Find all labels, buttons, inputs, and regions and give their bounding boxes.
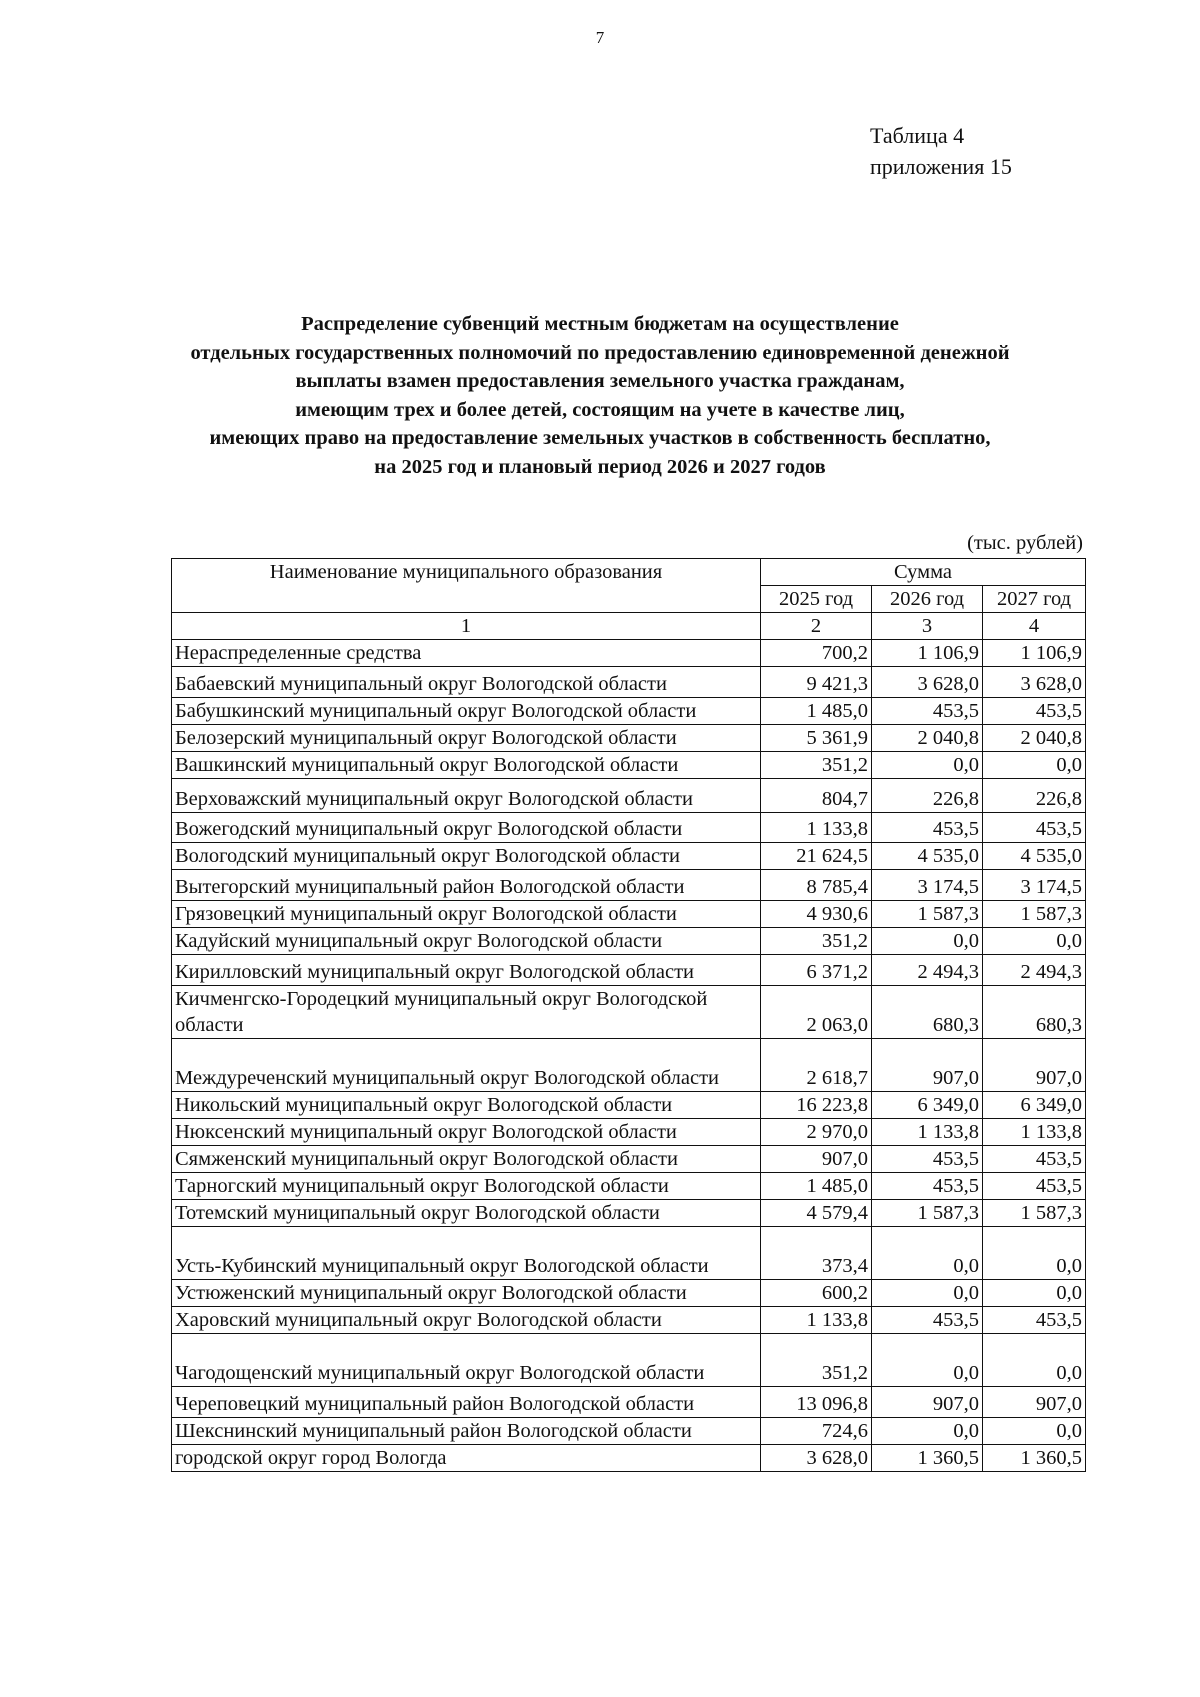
amount-2025-cell: 1 133,8	[761, 813, 872, 843]
amount-2027-cell: 1 360,5	[983, 1445, 1086, 1472]
municipality-name-cell: Верховажский муниципальный округ Вологодской области	[172, 779, 761, 813]
table-row	[172, 1173, 1086, 1200]
table-row	[172, 813, 1086, 843]
table-row	[172, 986, 1086, 1039]
amount-2025-cell: 600,2	[761, 1280, 872, 1307]
amount-2027-cell: 0,0	[983, 1334, 1086, 1387]
amount-2027-cell: 4 535,0	[983, 843, 1086, 870]
document-title	[100, 310, 1100, 482]
municipality-name-cell: Кадуйский муниципальный округ Вологодской области	[172, 928, 761, 955]
municipality-name-cell: Харовский муниципальный округ Вологодской области	[172, 1307, 761, 1334]
municipality-name-cell: Белозерский муниципальный округ Вологодской области	[172, 725, 761, 752]
amount-2025-cell: 700,2	[761, 640, 872, 667]
amount-2025-cell: 1 133,8	[761, 1307, 872, 1334]
subsidy-table	[171, 558, 1086, 1472]
table-row	[172, 698, 1086, 725]
amount-2025-cell: 724,6	[761, 1418, 872, 1445]
amount-2025-cell: 2 970,0	[761, 1119, 872, 1146]
amount-2026-cell: 2 494,3	[872, 955, 983, 986]
amount-2027-cell: 0,0	[983, 1418, 1086, 1445]
amount-2025-cell: 5 361,9	[761, 725, 872, 752]
amount-2025-cell: 2 618,7	[761, 1039, 872, 1092]
amount-2027-cell: 0,0	[983, 752, 1086, 779]
amount-2025-cell: 351,2	[761, 1334, 872, 1387]
amount-2025-cell: 16 223,8	[761, 1092, 872, 1119]
header-year-2026: 2026 год	[872, 586, 983, 613]
title-line: на 2025 год и плановый период 2026 и 2027 годов	[374, 455, 826, 478]
municipality-name-cell: Междуреченский муниципальный округ Вологодской области	[172, 1039, 761, 1092]
municipality-name-cell: Чагодощенский муниципальный округ Вологодской области	[172, 1334, 761, 1387]
table-row	[172, 1092, 1086, 1119]
table-row	[172, 1146, 1086, 1173]
title-line: Распределение субвенций местным бюджетам на осуществление	[301, 313, 899, 335]
amount-2026-cell: 907,0	[872, 1387, 983, 1418]
table-row	[172, 1387, 1086, 1418]
column-number: 2	[761, 613, 872, 640]
table-row	[172, 667, 1086, 698]
amount-2026-cell: 4 535,0	[872, 843, 983, 870]
amount-2025-cell: 373,4	[761, 1227, 872, 1280]
amount-2026-cell: 226,8	[872, 779, 983, 813]
municipality-name-cell: Нераспределенные средства	[172, 640, 761, 667]
amount-2026-cell: 3 174,5	[872, 870, 983, 901]
table-row	[172, 725, 1086, 752]
municipality-name-cell: городской округ город Вологда	[172, 1445, 761, 1472]
amount-2025-cell: 351,2	[761, 752, 872, 779]
amount-2026-cell: 3 628,0	[872, 667, 983, 698]
page-number: 7	[595, 28, 605, 47]
amount-2026-cell: 453,5	[872, 698, 983, 725]
title-line: имеющим трех и более детей, состоящим на учете в качестве лиц,	[295, 398, 905, 421]
table-row	[172, 955, 1086, 986]
municipality-name-cell: Усть-Кубинский муниципальный округ Вологодской области	[172, 1227, 761, 1280]
municipality-name-cell: Кирилловский муниципальный округ Вологодской области	[172, 955, 761, 986]
municipality-name-cell: Тотемский муниципальный округ Вологодской области	[172, 1200, 761, 1227]
appendix-reference-line: приложения 15	[870, 154, 1012, 179]
municipality-name-cell: Шекснинский муниципальный район Вологодской области	[172, 1418, 761, 1445]
table-row	[172, 640, 1086, 667]
table-row	[172, 1039, 1086, 1092]
amount-2025-cell: 9 421,3	[761, 667, 872, 698]
municipality-name-cell: Грязовецкий муниципальный округ Вологодской области	[172, 901, 761, 928]
table-row	[172, 1307, 1086, 1334]
amount-2026-cell: 453,5	[872, 813, 983, 843]
municipality-name-cell: Вытегорский муниципальный район Вологодской области	[172, 870, 761, 901]
amount-2026-cell: 453,5	[872, 1307, 983, 1334]
amount-2025-cell: 907,0	[761, 1146, 872, 1173]
amount-2025-cell: 21 624,5	[761, 843, 872, 870]
amount-2026-cell: 0,0	[872, 1334, 983, 1387]
table-row	[172, 1227, 1086, 1280]
amount-2027-cell: 453,5	[983, 1173, 1086, 1200]
title-line: выплаты взамен предоставления земельного участка гражданам,	[295, 370, 905, 393]
municipality-name-cell: Никольский муниципальный округ Вологодской области	[172, 1092, 761, 1119]
amount-2026-cell: 0,0	[872, 1227, 983, 1280]
title-line: имеющих право на предоставление земельных участков в собственность бесплатно,	[209, 427, 991, 450]
amount-2026-cell: 1 587,3	[872, 901, 983, 928]
amount-2026-cell: 0,0	[872, 752, 983, 779]
amount-2027-cell: 1 133,8	[983, 1119, 1086, 1146]
amount-2027-cell: 907,0	[983, 1387, 1086, 1418]
table-row	[172, 1280, 1086, 1307]
amount-2027-cell: 6 349,0	[983, 1092, 1086, 1119]
amount-2026-cell: 1 587,3	[872, 1200, 983, 1227]
amount-2026-cell: 2 040,8	[872, 725, 983, 752]
table-row	[172, 752, 1086, 779]
amount-2027-cell: 0,0	[983, 928, 1086, 955]
table-row	[172, 1445, 1086, 1472]
amount-2027-cell: 680,3	[983, 986, 1086, 1039]
amount-2026-cell: 0,0	[872, 928, 983, 955]
amount-2025-cell: 4 930,6	[761, 901, 872, 928]
amount-2025-cell: 6 371,2	[761, 955, 872, 986]
amount-2026-cell: 453,5	[872, 1146, 983, 1173]
table-row	[172, 928, 1086, 955]
amount-2027-cell: 1 587,3	[983, 1200, 1086, 1227]
municipality-name-cell: Вашкинский муниципальный округ Вологодской области	[172, 752, 761, 779]
column-number-row	[172, 613, 1086, 640]
amount-2027-cell: 453,5	[983, 698, 1086, 725]
table-row	[172, 1334, 1086, 1387]
amount-2025-cell: 1 485,0	[761, 698, 872, 725]
amount-2026-cell: 907,0	[872, 1039, 983, 1092]
municipality-name-cell: Череповецкий муниципальный район Вологодской области	[172, 1387, 761, 1418]
units-label: (тыс. рублей)	[967, 532, 1083, 554]
amount-2027-cell: 453,5	[983, 813, 1086, 843]
amount-2025-cell: 351,2	[761, 928, 872, 955]
municipality-name-cell: Устюженский муниципальный округ Вологодской области	[172, 1280, 761, 1307]
amount-2026-cell: 1 106,9	[872, 640, 983, 667]
table-reference	[870, 120, 1012, 182]
municipality-name-cell: Сямженский муниципальный округ Вологодской области	[172, 1146, 761, 1173]
table-row	[172, 901, 1086, 928]
amount-2027-cell: 3 628,0	[983, 667, 1086, 698]
amount-2027-cell: 1 106,9	[983, 640, 1086, 667]
amount-2026-cell: 6 349,0	[872, 1092, 983, 1119]
header-year-2025: 2025 год	[761, 586, 872, 613]
amount-2026-cell: 1 360,5	[872, 1445, 983, 1472]
amount-2025-cell: 8 785,4	[761, 870, 872, 901]
table-row	[172, 1119, 1086, 1146]
amount-2027-cell: 3 174,5	[983, 870, 1086, 901]
column-number: 1	[172, 613, 761, 640]
amount-2027-cell: 453,5	[983, 1146, 1086, 1173]
column-number: 3	[872, 613, 983, 640]
table-body	[172, 640, 1086, 1472]
table-row	[172, 870, 1086, 901]
municipality-name-cell: Нюксенский муниципальный округ Вологодской области	[172, 1119, 761, 1146]
table-reference-line: Таблица 4	[870, 123, 965, 148]
table-row	[172, 843, 1086, 870]
amount-2027-cell: 907,0	[983, 1039, 1086, 1092]
table-row	[172, 779, 1086, 813]
amount-2027-cell: 0,0	[983, 1227, 1086, 1280]
header-year-2027: 2027 год	[983, 586, 1086, 613]
header-row	[172, 559, 1086, 586]
header-sum: Сумма	[761, 559, 1086, 586]
header-municipality: Наименование муниципального образования	[172, 559, 761, 613]
title-line: отдельных государственных полномочий по предоставлению единовременной денежной	[190, 341, 1010, 364]
amount-2026-cell: 680,3	[872, 986, 983, 1039]
amount-2027-cell: 226,8	[983, 779, 1086, 813]
amount-2025-cell: 3 628,0	[761, 1445, 872, 1472]
municipality-name-cell: Бабаевский муниципальный округ Вологодской области	[172, 667, 761, 698]
municipality-name-cell: Кичменгско-Городецкий муниципальный округ Вологодской области	[172, 986, 761, 1039]
amount-2026-cell: 0,0	[872, 1418, 983, 1445]
amount-2026-cell: 1 133,8	[872, 1119, 983, 1146]
table-row	[172, 1200, 1086, 1227]
municipality-name-cell: Бабушкинский муниципальный округ Вологодской области	[172, 698, 761, 725]
amount-2027-cell: 2 494,3	[983, 955, 1086, 986]
amount-2025-cell: 4 579,4	[761, 1200, 872, 1227]
amount-2027-cell: 453,5	[983, 1307, 1086, 1334]
amount-2025-cell: 13 096,8	[761, 1387, 872, 1418]
amount-2027-cell: 0,0	[983, 1280, 1086, 1307]
amount-2025-cell: 1 485,0	[761, 1173, 872, 1200]
amount-2026-cell: 453,5	[872, 1173, 983, 1200]
column-number: 4	[983, 613, 1086, 640]
amount-2025-cell: 2 063,0	[761, 986, 872, 1039]
municipality-name-cell: Вологодский муниципальный округ Вологодской области	[172, 843, 761, 870]
amount-2027-cell: 2 040,8	[983, 725, 1086, 752]
amount-2025-cell: 804,7	[761, 779, 872, 813]
municipality-name-cell: Вожегодский муниципальный округ Вологодской области	[172, 813, 761, 843]
table-row	[172, 1418, 1086, 1445]
amount-2026-cell: 0,0	[872, 1280, 983, 1307]
amount-2027-cell: 1 587,3	[983, 901, 1086, 928]
municipality-name-cell: Тарногский муниципальный округ Вологодской области	[172, 1173, 761, 1200]
